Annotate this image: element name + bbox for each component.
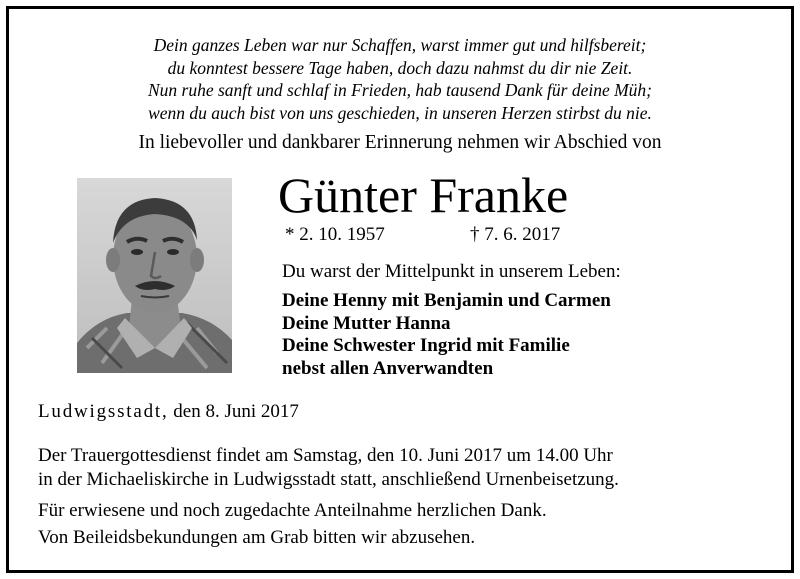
poem-line: Dein ganzes Leben war nur Schaffen, warst immer gut und hilfsbereit;: [153, 35, 647, 55]
place-city: Ludwigsstadt,: [38, 401, 169, 422]
mourner-line: Deine Mutter Hanna: [282, 312, 451, 334]
mourner-line: Deine Schwester Ingrid mit Familie: [282, 335, 570, 356]
place-and-date: [38, 401, 299, 423]
place-date: den 8. Juni 2017: [168, 401, 299, 422]
service-info-line: Der Trauergottesdienst findet am Samstag, den 10. Juni 2017 um 14.00 Uhr: [38, 445, 613, 466]
birth-date: * 2. 10. 1957: [285, 224, 385, 245]
thanks-text: Für erwiesene und noch zugedachte Anteilnahme herzlichen Dank.: [38, 500, 547, 521]
intro-text: In liebevoller und dankbarer Erinnerung nehmen wir Abschied von: [138, 132, 662, 153]
mourner-line: nebst allen Anverwandten: [282, 357, 494, 379]
death-date: † 7. 6. 2017: [470, 224, 561, 245]
service-info-line: in der Michaeliskirche in Ludwigsstadt statt, anschließend Urnenbeisetzung.: [38, 469, 619, 490]
memorial-poem: [0, 34, 800, 124]
service-info: [38, 444, 619, 492]
poem-line: du konntest bessere Tage haben, doch dazu nahmst du dir nie Zeit.: [167, 57, 633, 78]
condolence-note: Von Beileidsbekundungen am Grab bitten wir abzusehen.: [38, 527, 476, 548]
portrait-photo: [77, 178, 232, 373]
mourner-line: Deine Henny mit Benjamin und Carmen: [282, 290, 611, 311]
portrait-illustration: [77, 178, 232, 373]
poem-line: wenn du auch bist von uns geschieden, in unseren Herzen stirbst du nie.: [148, 102, 652, 123]
tribute-line: Du warst der Mittelpunkt in unserem Leben:: [282, 261, 621, 282]
poem-line: Nun ruhe sanft und schlaf in Frieden, hab tausend Dank für deine Müh;: [147, 80, 653, 100]
deceased-name: Günter Franke: [278, 167, 569, 223]
mourners-list: [282, 290, 611, 380]
